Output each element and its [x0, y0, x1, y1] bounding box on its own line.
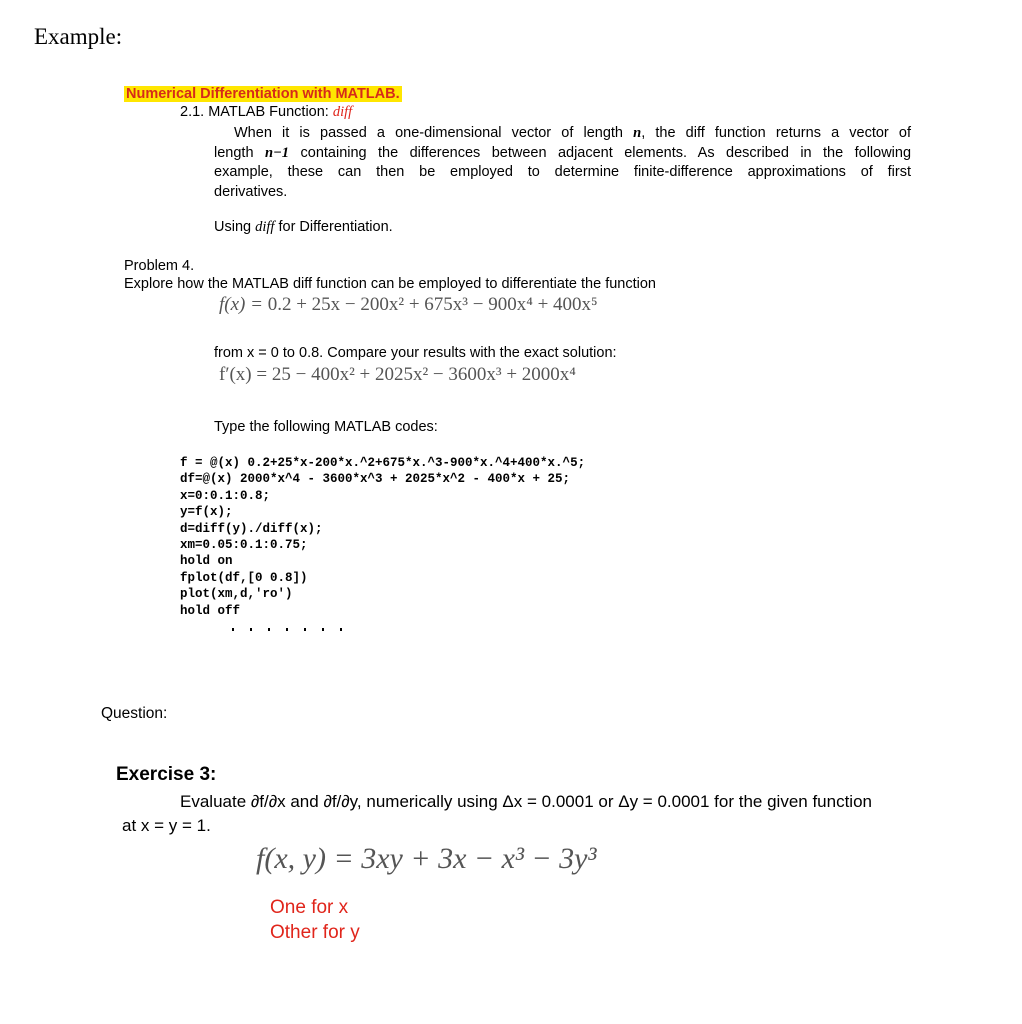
- section-subtitle: [180, 104, 352, 121]
- code-line-7: hold on: [180, 554, 233, 569]
- code-line-5: d=diff(y)./diff(x);: [180, 521, 323, 536]
- paragraph-line-3: [214, 163, 911, 183]
- using-diff-heading: [214, 219, 393, 236]
- range-text: from x = 0 to 0.8. Compare your results with the exact solution:: [214, 345, 617, 361]
- paragraph-text-6: derivatives.: [214, 183, 288, 200]
- var-n: n: [633, 125, 642, 141]
- derivative-equation: f′(x) = 25 − 400x² + 2025x² − 3600x³ + 2000x⁴: [219, 364, 576, 385]
- using-func: diff: [255, 219, 275, 235]
- exercise-title: Exercise 3:: [116, 764, 217, 785]
- note-y: Other for y: [270, 922, 360, 943]
- question-label: Question:: [101, 705, 168, 722]
- paragraph-text-1: When it is passed a one-dimensional vector of length: [234, 125, 623, 141]
- example-label: Example:: [34, 24, 123, 49]
- code-line-8: fplot(df,[0 0.8]): [180, 570, 308, 585]
- type-instruction: Type the following MATLAB codes:: [214, 419, 438, 435]
- var-n-minus-1: n−1: [264, 144, 290, 161]
- paragraph-text-3: length: [214, 144, 254, 161]
- using-prefix: Using: [214, 219, 256, 235]
- function-lhs: f(x) =: [219, 294, 268, 315]
- paragraph-line-1: [214, 124, 911, 144]
- problem-title: Problem 4.: [124, 258, 195, 274]
- matlab-code-block: [180, 455, 585, 619]
- exercise-function: f(x, y) = 3xy + 3x − x³ − 3y³: [256, 842, 597, 875]
- code-line-10: hold off: [180, 603, 241, 618]
- note-x: One for x: [270, 897, 349, 918]
- paragraph-text-4: containing the differences between adjacent elements. As described in the following: [300, 144, 912, 161]
- code-line-1: f = @(x) 0.2+25*x-200*x.^2+675*x.^3-900*x.^4+400*x.^5;: [180, 456, 586, 470]
- exercise-line-1: Evaluate ∂f/∂x and ∂f/∂y, numerically using Δx = 0.0001 or Δy = 0.0001 for the given function: [180, 792, 872, 811]
- cropped-text-fragment: [232, 628, 352, 631]
- exercise-line-2: at x = y = 1.: [122, 816, 211, 835]
- code-line-2: df=@(x) 2000*x^4 - 3600*x^3 + 2025*x^2 - 400*x + 25;: [180, 472, 571, 487]
- function-equation: [219, 294, 598, 316]
- code-line-6: xm=0.05:0.1:0.75;: [180, 538, 308, 553]
- paragraph-line-2: [214, 144, 911, 164]
- section-paragraph: [214, 124, 911, 202]
- function-rhs: 0.2 + 25x − 200x² + 675x³ − 900x⁴ + 400x⁵: [267, 294, 598, 315]
- code-line-4: y=f(x);: [180, 505, 233, 520]
- paragraph-line-4: [214, 183, 911, 203]
- section-title: [124, 86, 402, 102]
- section-title-text: Numerical Differentiation with MATLAB.: [126, 86, 400, 102]
- paragraph-text-2: , the diff function returns a vector of: [641, 125, 911, 141]
- paragraph-text-5: example, these can then be employed to determine finite-difference approximations of first: [214, 164, 911, 180]
- code-line-3: x=0:0.1:0.8;: [180, 488, 271, 503]
- subtitle-func: diff: [332, 104, 353, 120]
- code-line-9: plot(xm,d,'ro'): [180, 587, 293, 602]
- subtitle-prefix: 2.1. MATLAB Function:: [180, 104, 333, 120]
- using-suffix: for Differentiation.: [274, 219, 393, 235]
- problem-description: Explore how the MATLAB diff function can be employed to differentiate the function: [124, 276, 656, 292]
